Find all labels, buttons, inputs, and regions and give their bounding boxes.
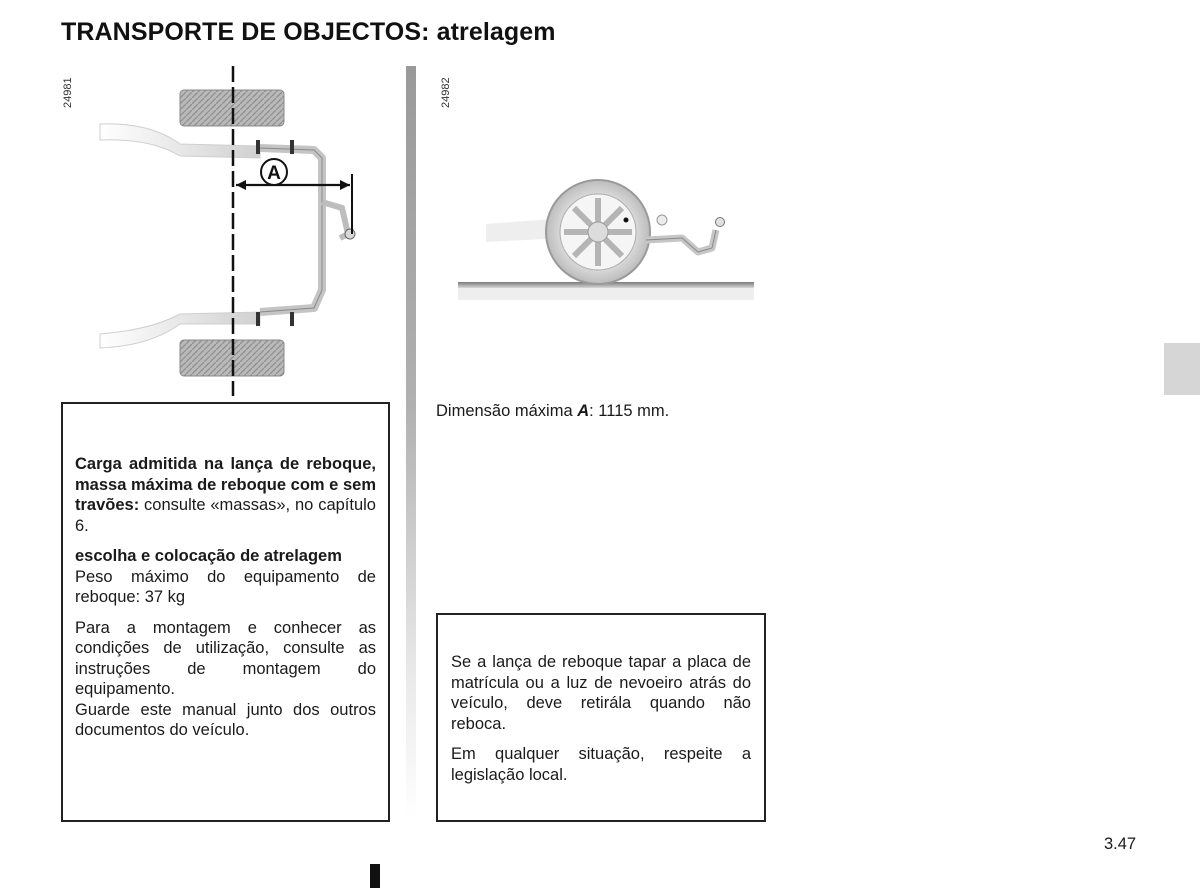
max-dimension-letter: A <box>577 402 590 420</box>
chapter-side-tab <box>1164 343 1200 395</box>
tow-ball-side <box>716 218 725 227</box>
towing-load-bold: Carga admitida na lança de reboque, massa máxima de reboque com e sem travões: <box>75 455 376 514</box>
remove-towbar-note: Se a lança de reboque tapar a placa de matrícula ou a luz de nevoeiro atrás do veículo, deve retirála quando não reboca. <box>451 653 751 733</box>
page-title: TRANSPORTE DE OBJECTOS: atrelagem <box>61 18 556 46</box>
local-legislation-note: Em qualquer situação, respeite a legislação local. <box>451 745 751 784</box>
towing-load-paragraph <box>75 454 376 536</box>
max-dimension-value: : 1115 mm. <box>589 402 670 420</box>
towbar-side-view-illustration <box>436 62 766 332</box>
callout-a-label: A <box>267 163 281 184</box>
mounting-instructions: Para a montagem e conhecer as condições de utilização, consulte as instruções de montagem do equipamento. <box>75 618 376 698</box>
page-number: 3.47 <box>1104 835 1137 853</box>
max-equipment-weight: Peso máximo do equipamento de reboque: 37 kg <box>75 567 376 606</box>
tow-bar-side <box>646 230 716 252</box>
column-divider <box>406 66 416 818</box>
towbar-top-view-figure <box>60 62 400 402</box>
bottom-marker <box>370 864 380 888</box>
towbar-top-view-illustration <box>60 62 400 402</box>
towbar-choice-heading: escolha e colocação de atrelagem <box>75 547 342 565</box>
figure-code-right: 24982 <box>440 77 452 108</box>
max-dimension-note <box>436 402 669 421</box>
towing-load-info-box <box>61 402 390 822</box>
towing-load-rest: consulte «massas», no capítulo 6. <box>75 496 376 535</box>
tow-ball <box>345 229 355 239</box>
max-dimension-prefix: Dimensão máxima <box>436 402 578 420</box>
keep-manual-note: Guarde este manual junto dos outros documentos do veículo. <box>75 700 376 739</box>
suspension-arm-top <box>100 124 260 158</box>
towbar-side-view-figure <box>436 62 766 332</box>
figure-code-left: 24981 <box>62 77 74 108</box>
towbar-removal-info-box <box>436 613 766 822</box>
